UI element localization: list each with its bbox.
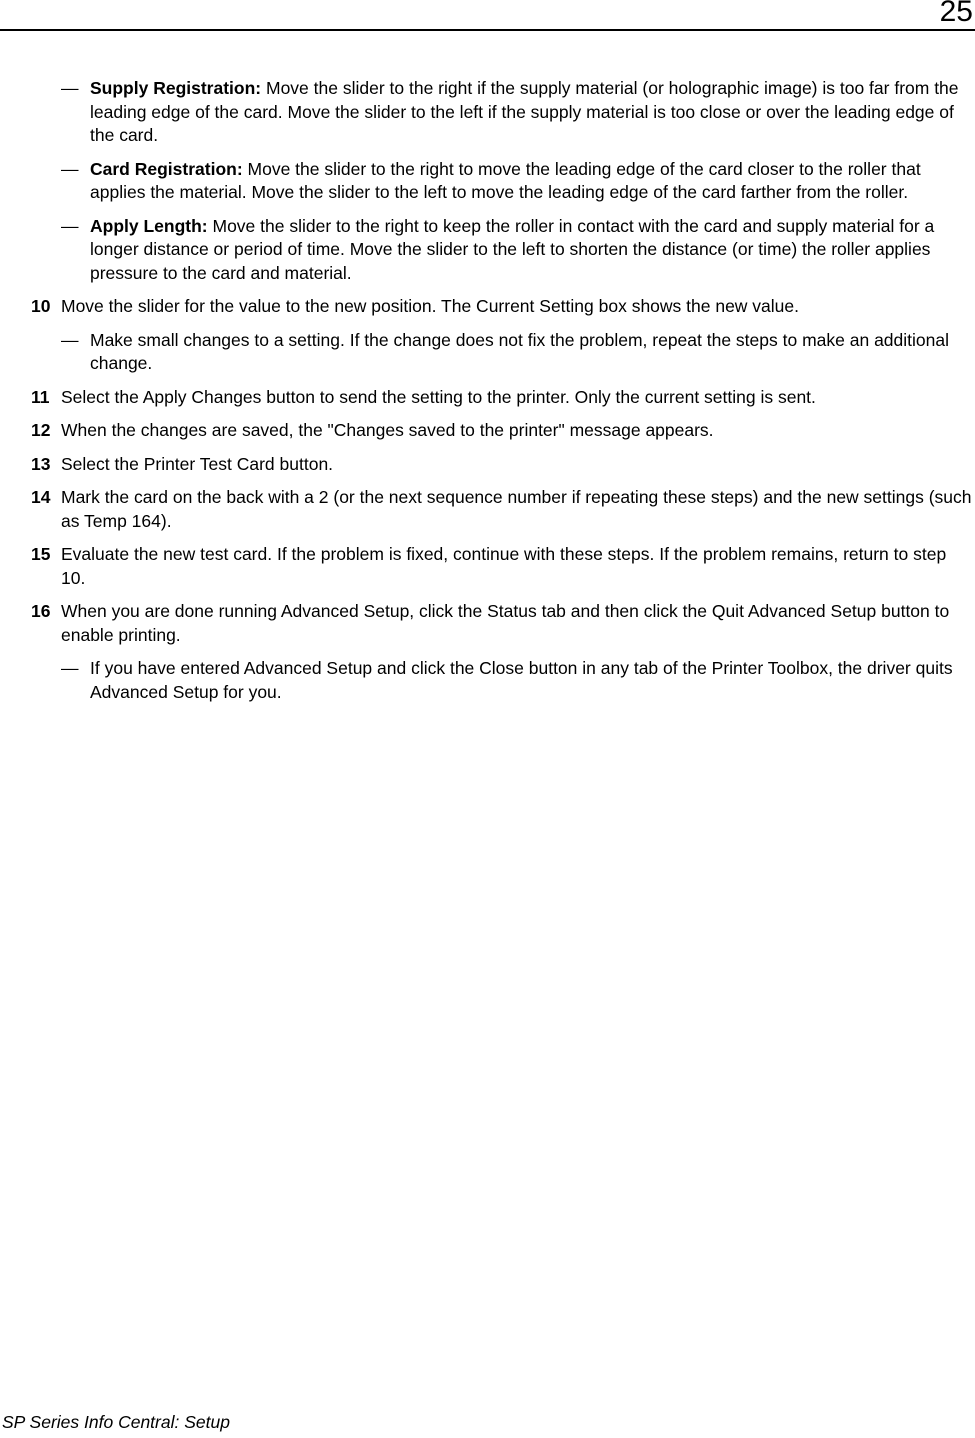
- term: Card Registration:: [90, 158, 243, 179]
- sub-item-supply-registration: [0, 77, 972, 148]
- step-number: 14: [31, 487, 51, 507]
- note-text: If you have entered Advanced Setup and click the Close button in any tab of the Printer Toolbox, the driver quits Advanced Setup for you.: [90, 658, 953, 702]
- content: [0, 77, 972, 704]
- sub-item-apply-length: [0, 215, 972, 286]
- description: Move the slider to the right to move the leading edge of the card closer to the roller that applies the material. Move the slider to the left to move the leading edge of the card farther from the roller.: [90, 158, 921, 202]
- step-11: [0, 386, 972, 410]
- step-15: [0, 543, 972, 590]
- dash: —: [61, 215, 79, 236]
- step-10-note: [0, 329, 972, 376]
- step-14: [0, 486, 972, 533]
- step-16-note: [0, 657, 972, 704]
- step-text: Evaluate the new test card. If the problem is fixed, continue with these steps. If the problem remains, return to step 10.: [61, 544, 947, 588]
- dash: —: [61, 658, 79, 678]
- step-number: 11: [31, 386, 50, 407]
- description: Move the slider to the right if the supply material (or holographic image) is too far from the leading edge of the card. Move the slider to the left if the supply material is too close or over the leading edge of the card.: [90, 78, 959, 145]
- note-text: Make small changes to a setting. If the change does not fix the problem, repeat the steps to make an additional change.: [90, 329, 949, 373]
- step-text: Mark the card on the back with a 2 (or the next sequence number if repeating these steps) and the new settings (such as Temp 164).: [61, 487, 972, 531]
- step-text: Move the slider for the value to the new position. The Current Setting box shows the new value.: [61, 296, 800, 316]
- description: Move the slider to the right to keep the roller in contact with the card and supply material for a longer distance or period of time. Move the slider to the left to shorten the distance (or time) the roller applies pressure to the card and material.: [90, 215, 935, 283]
- step-number: 13: [31, 453, 51, 474]
- header-rule: [0, 29, 975, 31]
- step-text: Select the Apply Changes button to send the setting to the printer. Only the current setting is sent.: [61, 386, 816, 407]
- step-10: [0, 295, 972, 319]
- sub-item-card-registration: [0, 158, 972, 205]
- term: Supply Registration:: [90, 78, 262, 98]
- term: Apply Length:: [90, 215, 208, 236]
- step-13: [0, 453, 972, 477]
- step-number: 12: [31, 420, 51, 440]
- footer-title: SP Series Info Central: Setup: [2, 1412, 230, 1432]
- step-text: Select the Printer Test Card button.: [61, 453, 334, 474]
- step-number: 16: [31, 601, 51, 621]
- page-number: 25: [939, 0, 973, 28]
- step-12: [0, 419, 972, 443]
- dash: —: [61, 78, 79, 98]
- step-number: 15: [31, 544, 51, 564]
- step-number: 10: [31, 296, 51, 316]
- step-16: [0, 600, 972, 647]
- dash: —: [61, 158, 79, 179]
- dash: —: [61, 329, 79, 350]
- step-text: When you are done running Advanced Setup, click the Status tab and then click the Quit Advanced Setup button to enable printing.: [61, 601, 950, 645]
- step-text: When the changes are saved, the "Changes saved to the printer" message appears.: [61, 420, 714, 440]
